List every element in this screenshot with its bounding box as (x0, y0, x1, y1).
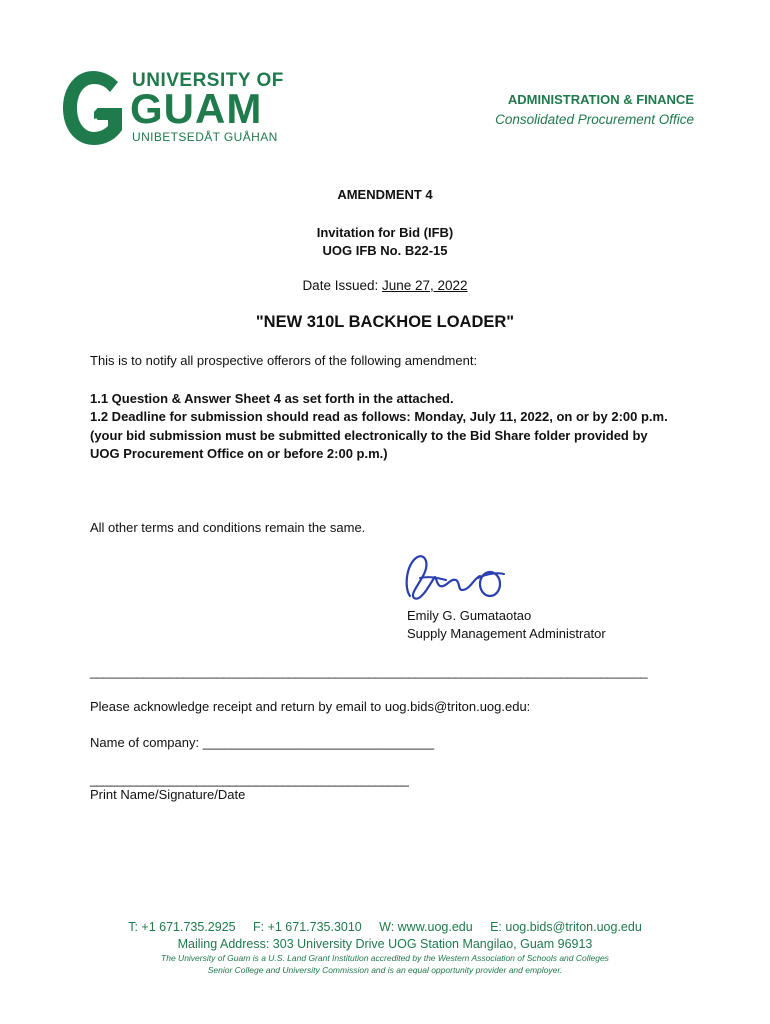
office-name: Consolidated Procurement Office (495, 112, 694, 127)
terms-text: All other terms and conditions remain the same. (90, 520, 366, 535)
amendment-heading: AMENDMENT 4 (337, 187, 433, 202)
logo-text-university-of: UNIVERSITY OF (132, 70, 284, 91)
footer-web: W: www.uog.edu (379, 920, 473, 934)
logo-text-guam: GUAM (130, 85, 263, 132)
footer-statement-1: The University of Guam is a U.S. Land Grant Institution accredited by the Western Association of Schools and Colleges (161, 953, 609, 963)
logo-text-chamorro: UNIBETSEDÅT GUÅHAN (132, 130, 278, 144)
footer-email: E: uog.bids@triton.uog.edu (490, 920, 642, 934)
handwritten-signature-icon (400, 548, 510, 608)
amendment-item-2: 1.2 Deadline for submission should read as follows: Monday, July 11, 2022, on or by 2:00 p.m. (90, 409, 668, 424)
document-title: "NEW 310L BACKHOE LOADER" (255, 313, 515, 331)
section-divider: ____________________________________________________________________________________ (90, 664, 647, 679)
amendment-item-2-note: (your bid submission must be submitted electronically to the Bid Share folder provided by (90, 428, 648, 443)
footer-phone: T: +1 671.735.2925 (128, 920, 236, 934)
notify-text: This is to notify all prospective offerors of the following amendment: (90, 353, 478, 368)
ifb-number: UOG IFB No. B22-15 (322, 243, 448, 258)
acknowledge-instruction: Please acknowledge receipt and return by email to uog.bids@triton.uog.edu: (90, 699, 531, 714)
university-logo (60, 68, 284, 152)
university-g-emblem-icon (60, 68, 126, 148)
date-issued-value: June 27, 2022 (381, 278, 468, 293)
department-name: ADMINISTRATION & FINANCE (507, 92, 694, 107)
amendment-item-2-note-cont: UOG Procurement Office on or before 2:00 p.m.) (90, 446, 388, 461)
ifb-heading: Invitation for Bid (IFB) (316, 225, 454, 240)
signer-title: Supply Management Administrator (407, 626, 606, 641)
signature-line: ________________________________________________ (90, 772, 409, 787)
company-name-field: Name of company: ________________________________ (90, 735, 435, 750)
footer-statement-2: Senior College and University Commission and is an equal opportunity provider and employer. (207, 965, 563, 975)
amendment-item-1: 1.1 Question & Answer Sheet 4 as set forth in the attached. (90, 391, 454, 406)
date-issued-label: Date Issued: (302, 278, 382, 293)
footer-fax: F: +1 671.735.3010 (252, 920, 362, 934)
signer-name: Emily G. Gumataotao (407, 608, 532, 623)
print-name-label: Print Name/Signature/Date (90, 787, 246, 802)
date-issued (0, 278, 770, 293)
footer-contacts (0, 920, 770, 934)
footer-address: Mailing Address: 303 University Drive UOG Station Mangilao, Guam 96913 (177, 937, 593, 951)
